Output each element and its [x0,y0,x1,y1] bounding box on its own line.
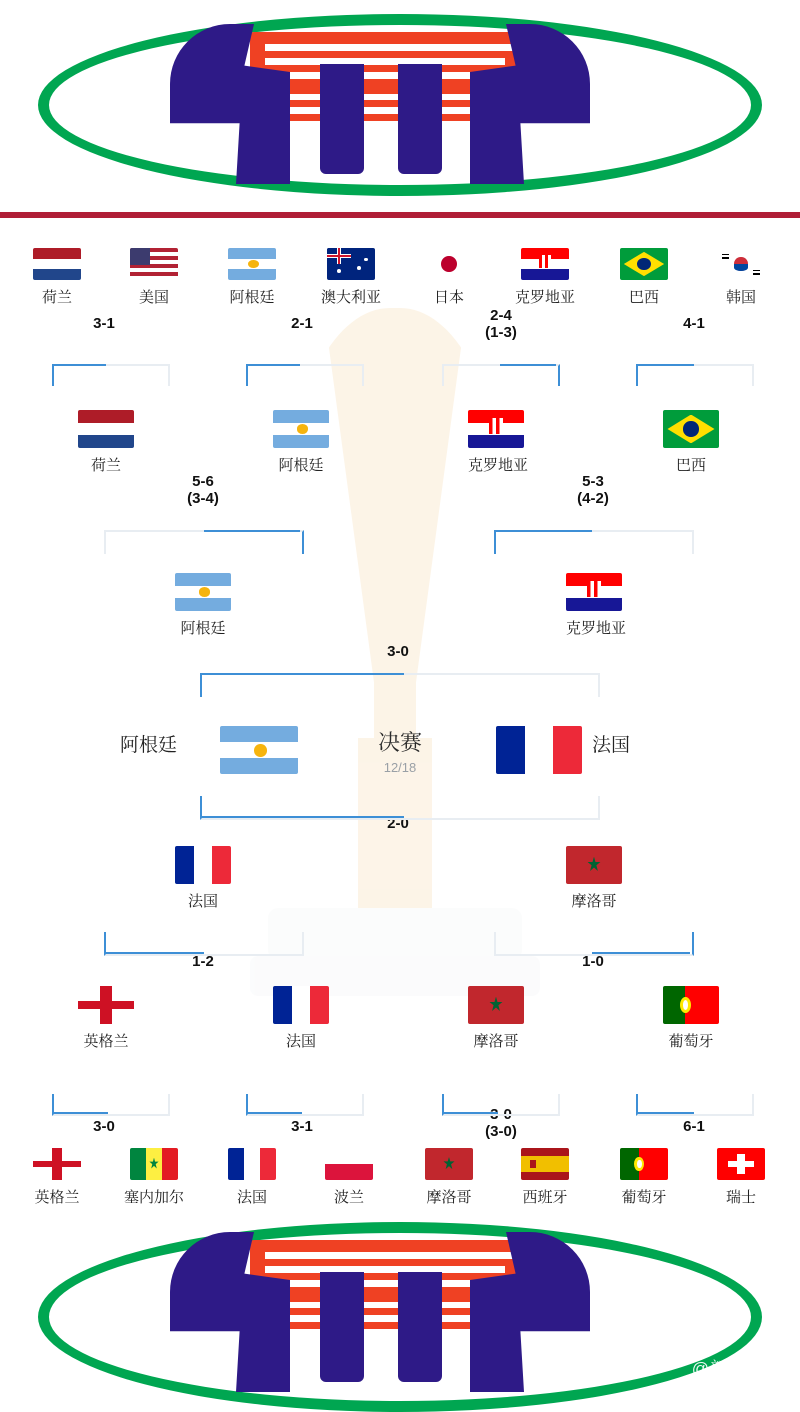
bracket-connector [246,1112,302,1114]
team-name: 阿根廷 [278,457,324,474]
match-score: 2-4 (1-3) [485,307,517,342]
flag-argentina [220,726,298,774]
bracket-connector [500,364,556,366]
team-node [566,846,622,911]
logo-pillar-right [398,64,442,174]
bracket-connector [52,364,170,386]
bracket-connector [636,364,694,366]
team-name: 巴西 [675,457,706,474]
bracket-connector [52,1112,108,1114]
team-name: 摩洛哥 [426,1189,472,1206]
match-score: 1-0 [582,953,604,970]
flag-argentina [175,573,231,611]
team-node [710,1148,772,1206]
team-name: 摩洛哥 [571,893,617,910]
team-node [613,248,675,307]
bracket-connector [442,364,560,386]
team-name: 法国 [236,1189,267,1206]
flag-morocco [468,986,524,1024]
flag-netherlands [78,410,134,448]
bracket-connector [246,364,300,366]
flag-japan [425,248,473,280]
logo-pillar-left [320,64,364,174]
bracket-connector [200,673,404,675]
team-node [710,248,772,307]
team-node [78,410,134,475]
team-node [221,1148,283,1206]
team-node [175,573,231,638]
logo-mark [170,24,590,184]
final-date: 12/18 [383,760,417,775]
flag-brazil [663,410,719,448]
team-name: 克罗地亚 [514,289,575,306]
match-score: 3-1 [291,1118,313,1135]
team-node [418,248,480,307]
logo-pillar-left [320,1272,364,1382]
flag-south-korea [717,248,765,280]
match-score: 3-0 [387,643,409,660]
team-name: 克罗地亚 [468,457,529,474]
team-node [26,248,88,307]
watermark-text: @新闻晨报 [691,1359,782,1378]
bracket-connector [200,673,600,697]
flag-usa [130,248,178,280]
bracket-connector [104,530,304,554]
team-node [78,986,134,1051]
flag-croatia [468,410,524,448]
team-name: 阿根廷 [229,289,275,306]
final-right-flag-node [496,726,582,774]
match-score: 1-2 [192,953,214,970]
match-score: 5-6 (3-4) [187,473,219,508]
team-node [123,248,185,307]
team-node [175,846,231,911]
team-node [513,1148,577,1206]
flag-croatia [566,573,622,611]
team-name: 西班牙 [522,1189,568,1206]
flag-morocco [566,846,622,884]
bracket-connector [52,364,106,366]
team-name: 英格兰 [34,1189,80,1206]
team-node [308,248,394,307]
flag-france [228,1148,276,1180]
flag-england [78,986,134,1024]
team-name: 韩国 [725,289,756,306]
logo-pillar-right [398,1272,442,1382]
bracket-connector [246,364,364,386]
flag-argentina [228,248,276,280]
match-score: 3-0 [93,1118,115,1135]
bracket-connector [592,952,690,954]
match-score: 6-1 [683,1118,705,1135]
flag-poland [325,1148,373,1180]
flag-england [33,1148,81,1180]
bracket-connector [636,364,754,386]
bracket-connector [104,952,204,954]
flag-portugal [620,1148,668,1180]
match-score: 3-1 [93,315,115,332]
final-label [330,726,470,775]
team-name: 克罗地亚 [566,620,627,637]
bracket-connector [442,1112,498,1114]
bracket-connector [204,530,300,532]
team-node [221,248,283,307]
bracket-connector [494,530,694,554]
team-name: 塞内加尔 [123,1189,184,1206]
team-name: 日本 [433,289,464,306]
team-node [468,410,529,475]
bottom-logo-band [0,1206,800,1391]
final-left-team: 阿根廷 [120,735,178,756]
team-node [273,410,329,475]
team-name: 瑞士 [725,1189,756,1206]
match-score: 5-3 (4-2) [577,473,609,508]
team-name: 英格兰 [83,1033,129,1050]
team-name: 波兰 [333,1189,364,1206]
final-title: 决赛 [377,730,422,755]
flag-portugal [663,986,719,1024]
flag-netherlands [33,248,81,280]
flag-france [496,726,582,774]
team-node [566,573,627,638]
team-name: 阿根廷 [180,620,226,637]
flag-morocco [425,1148,473,1180]
match-score: 3-0 (3-0) [485,1106,517,1141]
team-node [613,1148,675,1206]
team-node [318,1148,380,1206]
team-name: 法国 [187,893,218,910]
flag-australia [327,248,375,280]
team-name: 葡萄牙 [621,1189,667,1206]
match-score: 4-1 [683,315,705,332]
team-name: 葡萄牙 [668,1033,714,1050]
flag-argentina [273,410,329,448]
flag-brazil [620,248,668,280]
team-node [508,248,582,307]
flag-france [175,846,231,884]
logo-mark [170,1232,590,1392]
team-node [663,986,719,1051]
bracket-connector [494,530,592,532]
team-node [113,1148,195,1206]
match-score: 2-0 [387,815,409,832]
team-node [273,986,329,1051]
bracket-connector [636,1112,694,1114]
team-name: 荷兰 [41,289,72,306]
team-node [418,1148,480,1206]
final-right-team: 法国 [592,735,631,756]
bracket-diagram [0,218,800,1206]
team-name: 澳大利亚 [320,289,381,306]
flag-switzerland [717,1148,765,1180]
team-name: 摩洛哥 [473,1033,519,1050]
team-name: 荷兰 [90,457,121,474]
team-name: 美国 [138,289,169,306]
team-node [663,410,719,475]
final-left-flag-node [220,726,298,774]
match-score: 2-1 [291,315,313,332]
flag-spain [521,1148,569,1180]
team-name: 巴西 [628,289,659,306]
flag-croatia [521,248,569,280]
team-name: 法国 [285,1033,316,1050]
bracket-connector [200,816,404,818]
flag-france [273,986,329,1024]
flag-senegal [130,1148,178,1180]
team-node [468,986,524,1051]
top-logo-band [0,0,800,212]
team-node [26,1148,88,1206]
